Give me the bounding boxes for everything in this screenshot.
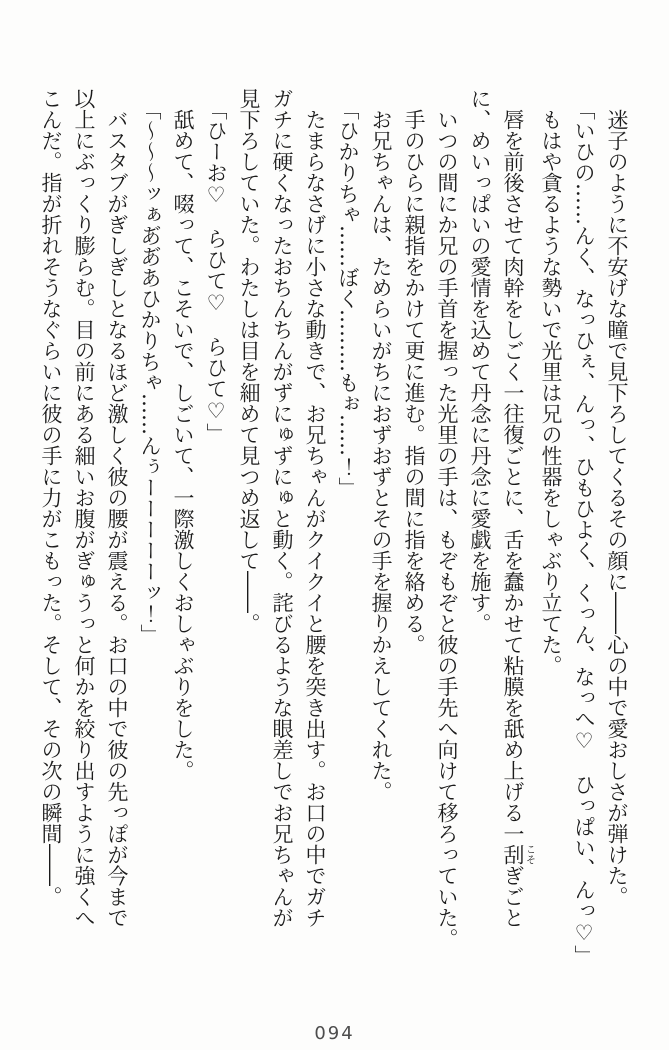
text-line-13: 「ひーお♡ らひて♡ らひて♡」	[204, 98, 228, 444]
text-line-5: に、めいっぱいの愛情を込めて丹念に丹念に愛戯を施す。	[468, 88, 492, 634]
text-line-3: もはや貪るような勢いで光里は兄の性器をしゃぶり立てた。	[539, 109, 563, 676]
ruby-annotated-char: 刮こそ	[501, 844, 535, 865]
text-line-14: 舐めて、啜って、こそいで、しごいて、一際激しくおしゃぶりをした。	[171, 109, 195, 781]
page-number: 094	[314, 1023, 355, 1044]
text-line-9: 「ひかりちゃ……ぼく………もぉ……！」	[336, 98, 360, 498]
text-line-16: バスタブがぎしぎしとなるほど激しく彼の腰が震える。お口の中で彼の先っぽが今まで	[105, 109, 129, 928]
text-line-6: いつの間にか兄の手首を握った光里の手は、もぞもぞと彼の手先へ向けて移ろっていた。	[435, 109, 459, 949]
text-line-7: 手のひらに親指をかけて更に進む。指の間に指を絡める。	[402, 109, 426, 655]
text-line-2: 「いひの……んく、なっひぇ、んっ、ひもひよく、くっん、なっへ♡ ひっぱい、んっ♡」	[572, 98, 596, 966]
text-line-11: ガチに硬くなったおちんちんがずにゅずにゅと動く。詫びるような眼差しでお兄ちゃんが	[270, 88, 294, 928]
vertical-text-block	[34, 88, 633, 972]
text-line-8: お兄ちゃんは、ためらいがちにおずおずとその手を握りかえしてくれた。	[369, 109, 393, 802]
text-line-18: こんだ。指が折れそうなぐらいに彼の手に力がこもった。そして、その次の瞬間――。	[39, 88, 63, 907]
text-line-12: 見下ろしていた。わたしは目を細めて見つめ返して――。	[237, 88, 261, 634]
text-line-17: 以上にぶっくり膨らむ。目の前にある細いお腹がぎゅうっと何かを絞り出すように強くへ	[72, 88, 96, 928]
text-line-10: たまらなさげに小さな動きで、お兄ちゃんがクイクイと腰を突き出す。お口の中でガチ	[303, 109, 327, 928]
text-line-1: 迷子のように不安げな瞳で見下ろしてくるその顔に――心の中で愛おしさが弾けた。	[605, 109, 629, 907]
text-line-4: 唇を前後させて肉幹をしごく一往復ごとに、舌を蠢かせて粘膜を舐め上げる一刮こそぎごと	[501, 109, 535, 928]
text-line-15: 「～～～ッぁあ゙あ゙あひかりちゃ……んぅーーーーーッ！」	[138, 98, 162, 645]
